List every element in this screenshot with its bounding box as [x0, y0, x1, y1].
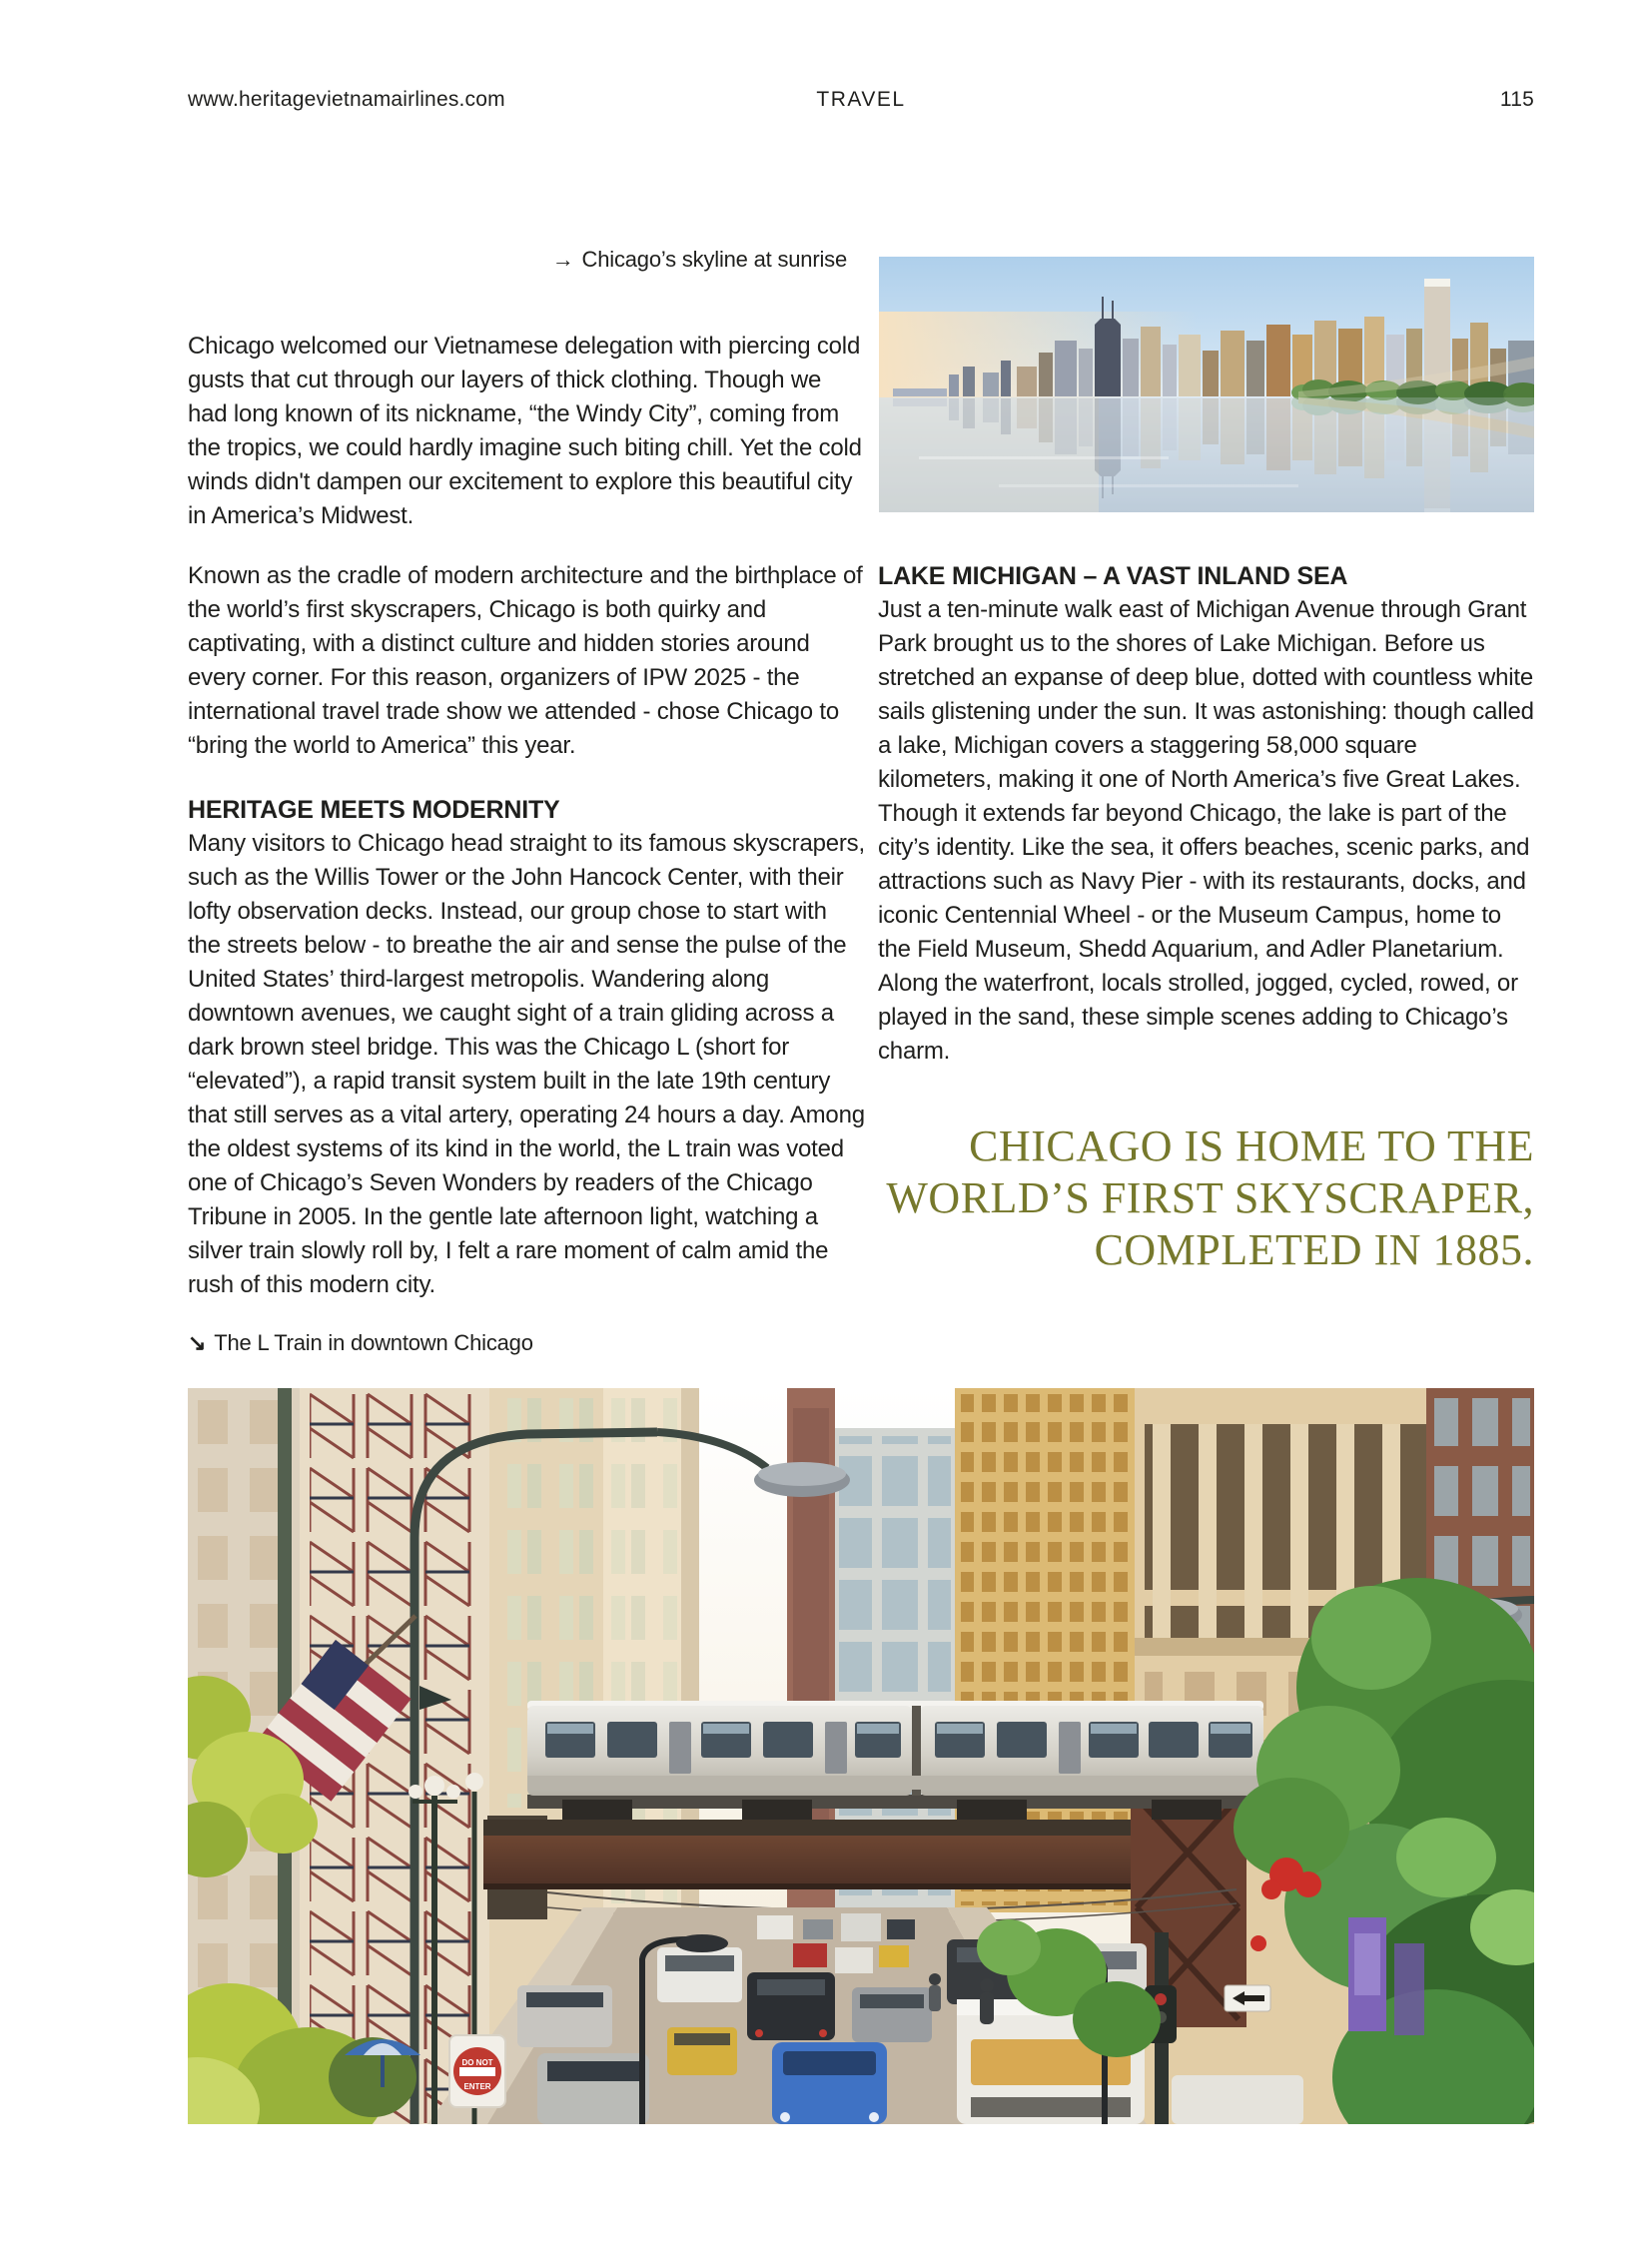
do-not-enter-sign — [449, 2035, 505, 2107]
section-title: TRAVEL — [816, 88, 906, 111]
photo-chicago-skyline — [879, 257, 1534, 512]
caption-ltrain — [188, 1330, 987, 1356]
section-body-heritage: Many visitors to Chicago head straight to its famous skyscrapers, such as the Willis Tower or the John Hancock Center, with their lofty observation decks. Instead, our group chose to start with the streets below - to breathe the air and sense the pulse of the United States’ third-largest metropolis. Wandering along downtown avenues, we caught sight of a train gliding across a dark brown steel bridge. This was the Chicago L (short for “elevated”), a rapid transit system built in the late 19th century that still serves as a vital artery, operating 24 hours a day. Among the oldest systems of its kind in the world, the L train was voted one of Chicago’s Seven Wonders by readers of the Chicago Tribune in 2005. In the gentle late afternoon light, watching a silver train slowly roll by, I felt a rare moment of calm amid the rush of this modern city. — [188, 830, 865, 1298]
page-number: 115 — [1499, 88, 1534, 111]
pull-quote — [699, 1120, 1534, 1276]
page-header — [188, 88, 1534, 112]
one-way-sign — [1225, 1985, 1270, 2011]
do-not-enter-line2: ENTER — [463, 2082, 491, 2091]
intro-paragraph-1: Chicago welcomed our Vietnamese delegation with piercing cold gusts that cut through our layers of thick clothing. Though we had long known of its nickname, “the Windy City”, coming from the tropics, we could hardly imagine such biting chill. Yet the cold winds didn't dampen our excitement to explore this beautiful city in America’s Midwest. — [188, 333, 862, 529]
l-train — [527, 1701, 1263, 1820]
caption-skyline-text: Chicago’s skyline at sunrise — [581, 247, 847, 272]
pull-quote-line-2: WORLD’S FIRST SKYSCRAPER, — [886, 1173, 1534, 1222]
caption-ltrain-text: The L Train in downtown Chicago — [214, 1330, 533, 1355]
section-heading-lake-michigan: LAKE MICHIGAN – A VAST INLAND SEA — [878, 562, 1348, 590]
ltrain-illustration — [188, 1388, 1534, 2124]
skyline-illustration — [879, 257, 1534, 512]
do-not-enter-line1: DO NOT — [461, 2058, 493, 2067]
pull-quote-line-3: COMPLETED IN 1885. — [1094, 1225, 1534, 1274]
photo-l-train-street — [188, 1388, 1534, 2124]
pull-quote-line-1: CHICAGO IS HOME TO THE — [969, 1121, 1534, 1170]
intro-paragraph-2: Known as the cradle of modern architecture and the birthplace of the world’s first skyscrapers, Chicago is both quirky and captivating, with a distinct culture and hidden stories around every corner. For this reason, organizers of IPW 2025 - the international travel trade show we attended - chose Chicago to “bring the world to America” this year. — [188, 562, 863, 759]
caption-skyline — [188, 247, 847, 273]
section-heading-heritage: HERITAGE MEETS MODERNITY — [188, 796, 560, 824]
article-right-column — [878, 559, 1534, 1069]
down-right-arrow-icon: ↘ — [188, 1330, 207, 1355]
right-arrow-icon: → — [551, 247, 574, 272]
section-body-lake-michigan: Just a ten-minute walk east of Michigan Avenue through Grant Park brought us to the shores of Lake Michigan. Before us stretched an expanse of deep blue, dotted with countless white sails glistening under the sun. It was astonishing: though called a lake, Michigan covers a staggering 58,000 square kilometers, making it one of North America’s five Great Lakes. Though it extends far beyond Chicago, the lake is part of the city’s identity. Like the sea, it offers beaches, scenic parks, and attractions such as Navy Pier - with its restaurants, docks, and iconic Centennial Wheel - or the Museum Campus, home to the Field Museum, Shedd Aquarium, and Adler Planetarium. Along the waterfront, locals strolled, jogged, cycled, rowed, or played in the sand, these simple scenes adding to Chicago’s charm. — [878, 596, 1534, 1065]
website-url: www.heritagevietnamairlines.com — [188, 88, 505, 111]
